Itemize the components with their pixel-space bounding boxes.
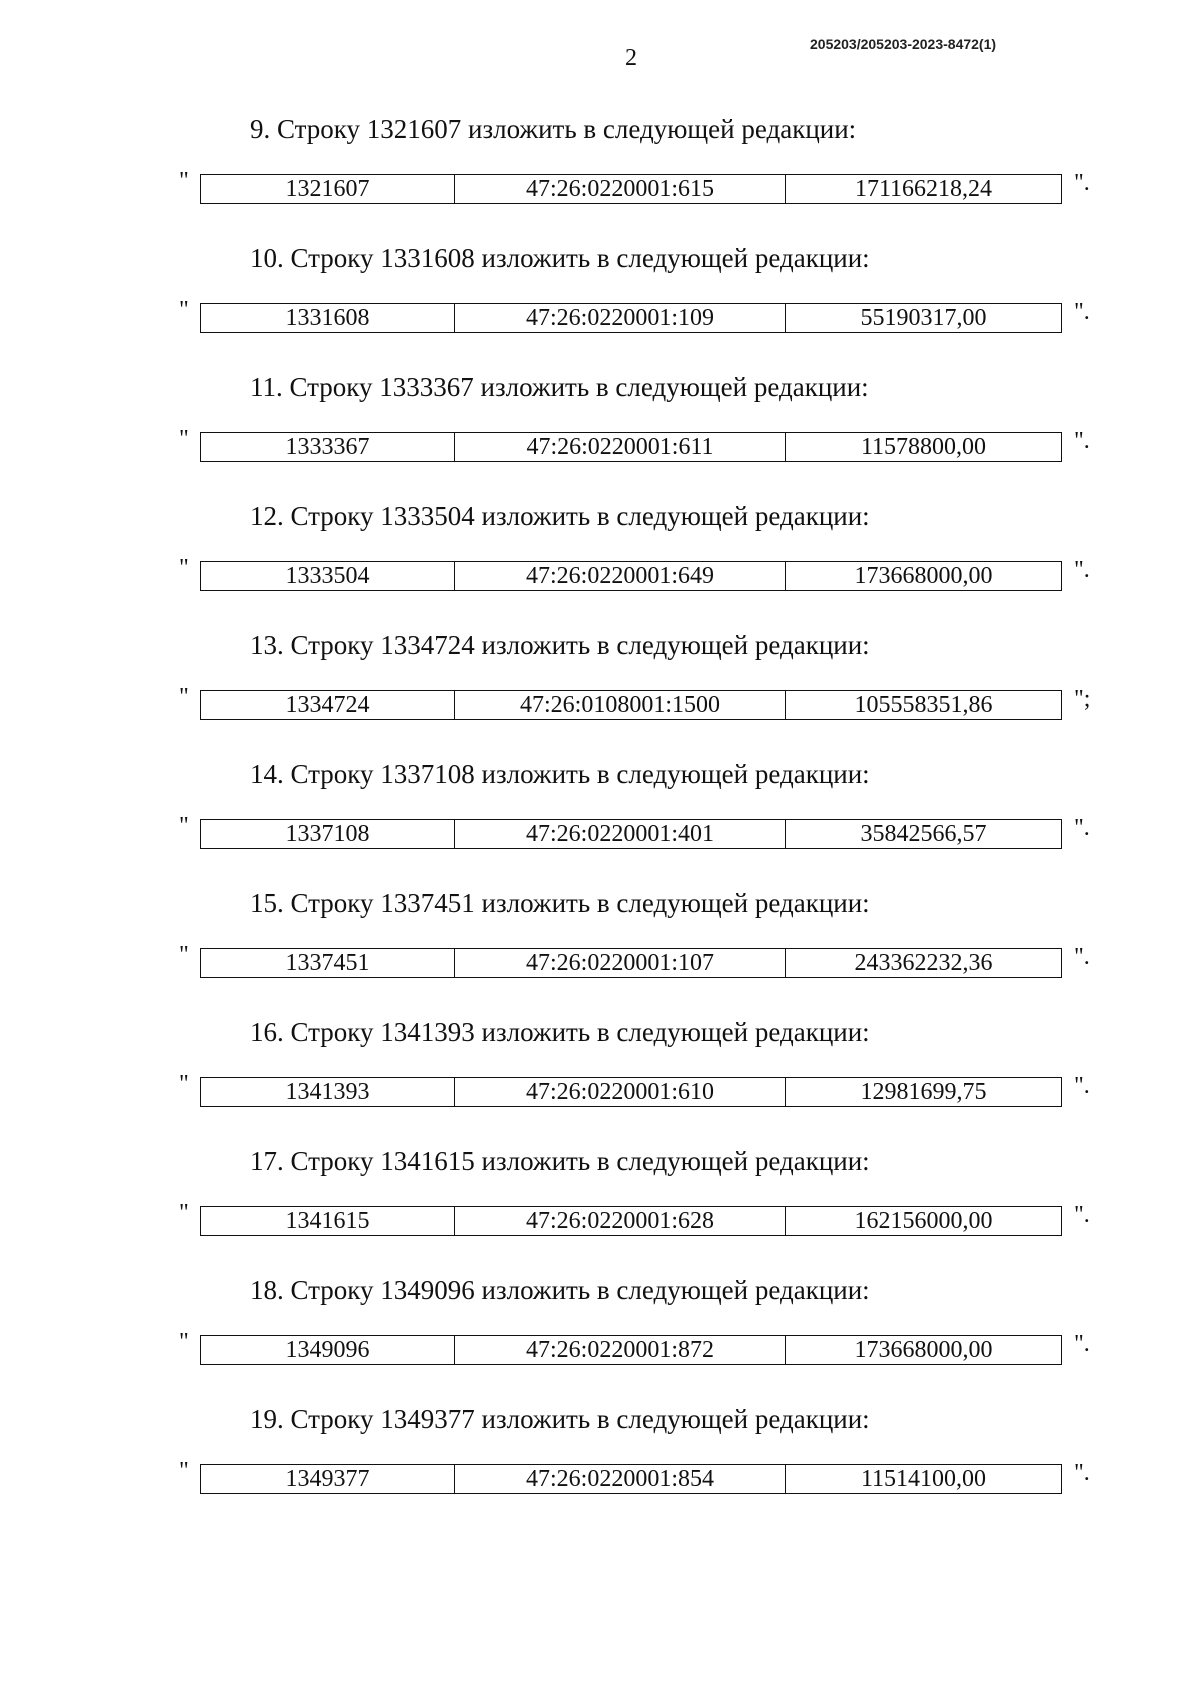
cell-value: 12981699,75 xyxy=(860,1079,987,1105)
cell-value: 162156000,00 xyxy=(854,1208,993,1234)
row-table xyxy=(200,432,1062,462)
close-quote: "; xyxy=(1074,686,1091,712)
amendment-item xyxy=(0,1273,1200,1393)
cell-cadastral-number: 47:26:0220001:610 xyxy=(455,1078,786,1106)
amendment-heading: 18. Строку 1349096 изложить в следующей редакции: xyxy=(250,1275,870,1305)
row-table xyxy=(200,948,1062,978)
table-row xyxy=(0,1200,1200,1236)
amendment-heading: 16. Строку 1341393 изложить в следующей редакции: xyxy=(250,1017,870,1047)
open-quote: " xyxy=(179,426,189,452)
close-quote: ". xyxy=(1074,1331,1090,1357)
amendment-heading: 9. Строку 1321607 изложить в следующей редакции: xyxy=(250,114,857,144)
cell-value: 11514100,00 xyxy=(860,1466,987,1492)
table-row xyxy=(0,942,1200,978)
amendment-item xyxy=(0,241,1200,361)
open-quote: " xyxy=(179,1071,189,1097)
open-quote: " xyxy=(179,555,189,581)
amendment-item xyxy=(0,628,1200,748)
close-quote: ". xyxy=(1074,557,1090,583)
table-row xyxy=(0,297,1200,333)
row-table xyxy=(200,819,1062,849)
amendment-item xyxy=(0,1144,1200,1264)
cell-value: 243362232,36 xyxy=(854,950,993,976)
table-row xyxy=(0,555,1200,591)
cell-row-id: 1333504 xyxy=(201,562,455,590)
table-row xyxy=(0,168,1200,204)
cell-cadastral-number: 47:26:0220001:872 xyxy=(455,1336,786,1364)
open-quote: " xyxy=(179,1200,189,1226)
cell-row-id: 1341393 xyxy=(201,1078,455,1106)
table-row xyxy=(0,1458,1200,1494)
cell-cadastral-number: 47:26:0220001:109 xyxy=(455,304,786,332)
amendment-item xyxy=(0,1015,1200,1135)
amendment-item xyxy=(0,112,1200,232)
cell-cadastral-number: 47:26:0220001:628 xyxy=(455,1207,786,1235)
cell-cadastral-number: 47:26:0220001:615 xyxy=(455,175,786,203)
close-quote: ". xyxy=(1074,428,1090,454)
page-number: 2 xyxy=(625,45,637,71)
cell-value: 35842566,57 xyxy=(860,821,987,847)
amendment-item xyxy=(0,1402,1200,1522)
open-quote: " xyxy=(179,168,189,194)
row-table xyxy=(200,303,1062,333)
table-row xyxy=(0,684,1200,720)
open-quote: " xyxy=(179,1458,189,1484)
cell-value: 11578800,00 xyxy=(860,434,987,460)
cell-row-id: 1321607 xyxy=(201,175,455,203)
cell-value: 105558351,86 xyxy=(854,692,993,718)
table-row xyxy=(0,813,1200,849)
cell-row-id: 1334724 xyxy=(201,691,455,719)
cell-row-id: 1337451 xyxy=(201,949,455,977)
row-table xyxy=(200,1077,1062,1107)
document-id: 205203/205203-2023-8472(1) xyxy=(810,36,997,52)
open-quote: " xyxy=(179,1329,189,1355)
table-row xyxy=(0,1071,1200,1107)
amendment-heading: 15. Строку 1337451 изложить в следующей редакции: xyxy=(250,888,870,918)
amendment-heading: 13. Строку 1334724 изложить в следующей редакции: xyxy=(250,630,870,660)
close-quote: ". xyxy=(1074,944,1090,970)
close-quote: ". xyxy=(1074,1202,1090,1228)
row-table xyxy=(200,561,1062,591)
open-quote: " xyxy=(179,297,189,323)
amendment-item xyxy=(0,499,1200,619)
row-table xyxy=(200,1206,1062,1236)
cell-row-id: 1349377 xyxy=(201,1465,455,1493)
open-quote: " xyxy=(179,813,189,839)
cell-cadastral-number: 47:26:0220001:611 xyxy=(455,433,786,461)
amendment-item xyxy=(0,886,1200,1006)
row-table xyxy=(200,174,1062,204)
cell-row-id: 1331608 xyxy=(201,304,455,332)
amendment-heading: 14. Строку 1337108 изложить в следующей редакции: xyxy=(250,759,870,789)
cell-value: 55190317,00 xyxy=(860,305,987,331)
close-quote: ". xyxy=(1074,1073,1090,1099)
row-table xyxy=(200,1464,1062,1494)
close-quote: ". xyxy=(1074,170,1090,196)
amendment-heading: 17. Строку 1341615 изложить в следующей редакции: xyxy=(250,1146,870,1176)
open-quote: " xyxy=(179,684,189,710)
close-quote: ". xyxy=(1074,1460,1090,1486)
cell-cadastral-number: 47:26:0220001:854 xyxy=(455,1465,786,1493)
cell-value: 173668000,00 xyxy=(854,1337,993,1363)
cell-row-id: 1337108 xyxy=(201,820,455,848)
amendment-item xyxy=(0,370,1200,490)
close-quote: ". xyxy=(1074,815,1090,841)
amendment-heading: 19. Строку 1349377 изложить в следующей редакции: xyxy=(250,1404,870,1434)
cell-cadastral-number: 47:26:0220001:107 xyxy=(455,949,786,977)
table-row xyxy=(0,1329,1200,1365)
cell-value: 171166218,24 xyxy=(854,176,993,202)
cell-row-id: 1341615 xyxy=(201,1207,455,1235)
cell-cadastral-number: 47:26:0220001:649 xyxy=(455,562,786,590)
cell-value: 173668000,00 xyxy=(854,563,993,589)
row-table xyxy=(200,1335,1062,1365)
table-row xyxy=(0,426,1200,462)
cell-cadastral-number: 47:26:0108001:1500 xyxy=(455,691,786,719)
cell-cadastral-number: 47:26:0220001:401 xyxy=(455,820,786,848)
amendment-heading: 12. Строку 1333504 изложить в следующей редакции: xyxy=(250,501,870,531)
amendment-heading: 10. Строку 1331608 изложить в следующей редакции: xyxy=(250,243,870,273)
row-table xyxy=(200,690,1062,720)
amendment-heading: 11. Строку 1333367 изложить в следующей редакции: xyxy=(250,372,869,402)
cell-row-id: 1333367 xyxy=(201,433,455,461)
close-quote: ". xyxy=(1074,299,1090,325)
amendment-item xyxy=(0,757,1200,877)
open-quote: " xyxy=(179,942,189,968)
cell-row-id: 1349096 xyxy=(201,1336,455,1364)
